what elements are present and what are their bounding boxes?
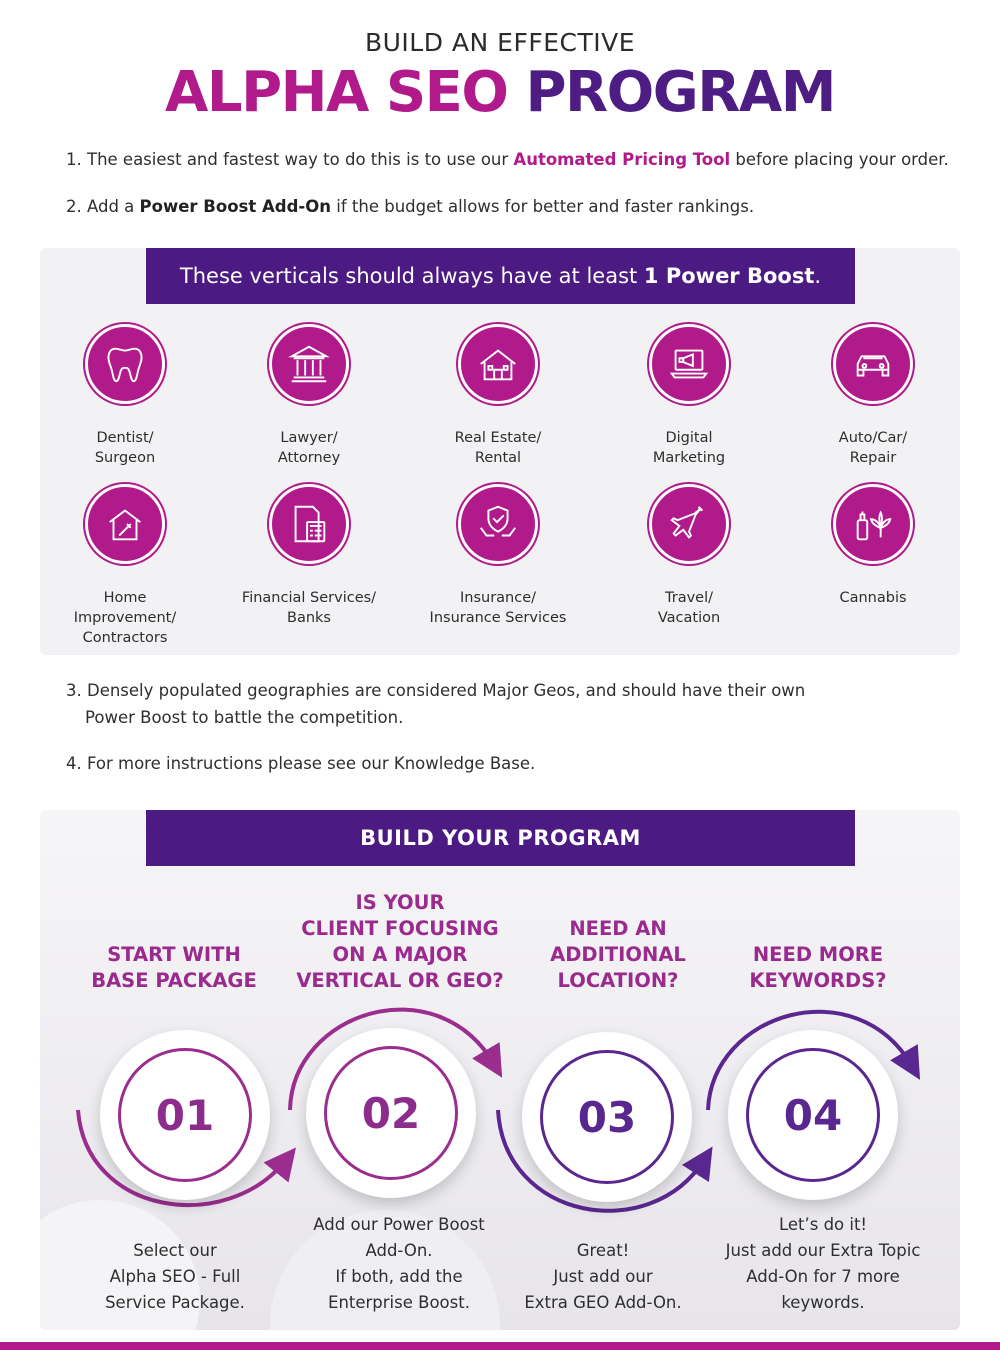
vertical-label: Home Improvement/ Contractors	[73, 590, 177, 646]
step-number: 02	[324, 1046, 458, 1180]
power-boost-addon-text: Power Boost Add-On	[139, 197, 332, 216]
vertical-label: Dentist/ Surgeon	[94, 430, 156, 466]
step-number: 01	[118, 1048, 252, 1182]
program-heading-1: START WITH BASE PACKAGE	[91, 943, 257, 992]
vertical-label: Real Estate/ Rental	[454, 430, 542, 466]
vertical-label: Insurance/ Insurance Services	[429, 590, 567, 626]
footer-bar	[0, 1342, 1000, 1350]
vertical-label: Lawyer/ Attorney	[277, 430, 341, 466]
program-banner: BUILD YOUR PROGRAM	[146, 810, 855, 866]
step-number: 03	[540, 1050, 674, 1184]
vertical-label: Digital Marketing	[652, 430, 726, 466]
step-3-line-1: 3. Densely populated geographies are considered Major Geos, and should have their own	[66, 681, 806, 700]
program-desc-4: Let’s do it! Just add our Extra Topic Add-On for 7 more keywords.	[725, 1215, 921, 1312]
kicker-text: BUILD AN EFFECTIVE	[364, 28, 636, 57]
program-desc-3: Great! Just add our Extra GEO Add-On.	[524, 1241, 682, 1312]
verticals-banner-suffix: .	[814, 264, 822, 288]
automated-pricing-tool-link[interactable]: Automated Pricing Tool	[513, 150, 731, 169]
step-circle-01	[100, 1030, 270, 1200]
step-circle-02	[306, 1028, 476, 1198]
step-circle-03	[522, 1032, 692, 1202]
vertical-label: Financial Services/ Banks	[241, 590, 377, 626]
step-number: 04	[746, 1048, 880, 1182]
program-heading-4: NEED MORE KEYWORDS?	[749, 943, 887, 992]
program-heading-2: IS YOUR CLIENT FOCUSING ON A MAJOR VERTICAL OR GEO?	[296, 891, 504, 992]
step-1-text: 1. The easiest and fastest way to do this is to use our	[66, 150, 514, 169]
program-desc-1: Select our Alpha SEO - Full Service Package.	[105, 1241, 245, 1312]
step-circle-04	[728, 1030, 898, 1200]
step-4-text: 4. For more instructions please see our Knowledge Base.	[66, 754, 536, 773]
title-program: PROGRAM	[525, 60, 835, 125]
step-3-line-2: Power Boost to battle the competition.	[85, 708, 404, 727]
step-2-suffix: if the budget allows for better and faster rankings.	[331, 197, 755, 216]
verticals-banner-bold: 1 Power Boost	[643, 264, 815, 288]
vertical-label: Auto/Car/ Repair	[838, 430, 908, 466]
verticals-banner-text: These verticals should always have at least	[179, 264, 644, 288]
step-1-suffix: before placing your order.	[730, 150, 949, 169]
vertical-label: Travel/ Vacation	[657, 590, 721, 626]
program-desc-2: Add our Power Boost Add-On. If both, add the Enterprise Boost.	[313, 1215, 485, 1312]
step-2-text: 2. Add a	[66, 197, 140, 216]
title-alpha-seo: ALPHA SEO	[165, 60, 508, 125]
program-heading-3: NEED AN ADDITIONAL LOCATION?	[550, 917, 686, 992]
vertical-label: Cannabis	[839, 590, 907, 606]
